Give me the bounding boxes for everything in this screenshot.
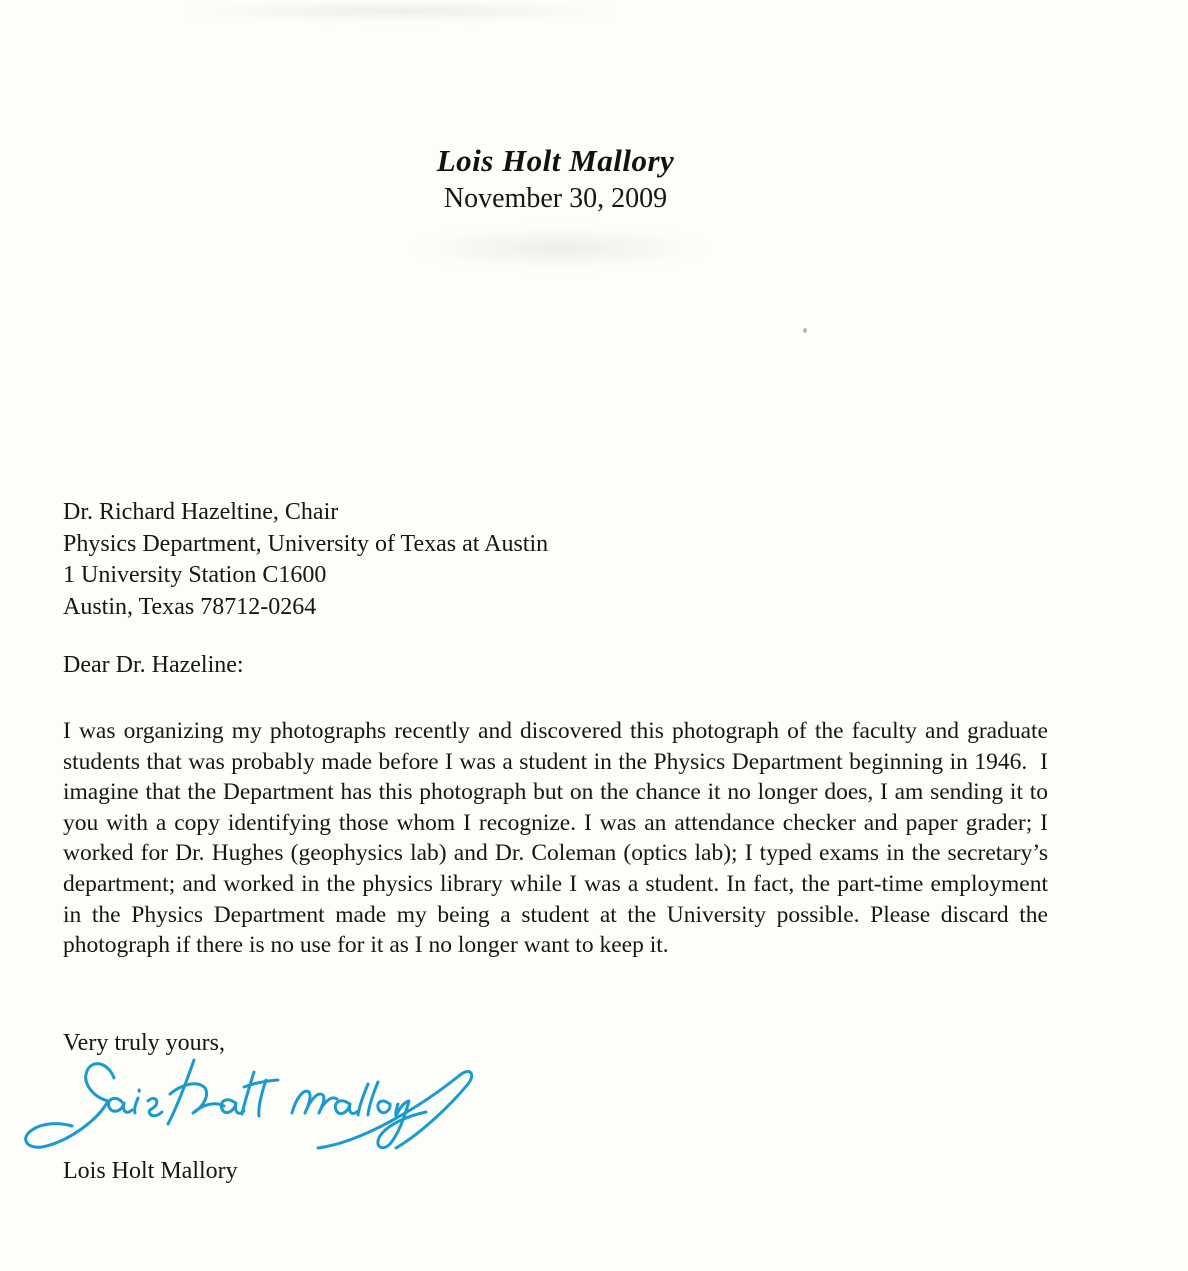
recipient-line-department: Physics Department, University of Texas at Austin [63, 530, 549, 557]
letter-date: November 30, 2009 [443, 183, 668, 214]
letterhead-name: Lois Holt Mallory [436, 143, 675, 178]
scan-smudge [190, 2, 610, 20]
recipient-address-block [63, 497, 548, 623]
closing-line: Very truly yours, [63, 1030, 225, 1056]
typed-signature-name: Lois Holt Mallory [63, 1158, 238, 1184]
recipient-line-name: Dr. Richard Hazeltine, Chair [63, 499, 339, 525]
signature-ink-strokes [18, 1050, 488, 1170]
recipient-line-street: 1 University Station C1600 [63, 562, 327, 588]
recipient-line-city: Austin, Texas 78712-0264 [63, 593, 317, 620]
letter-body: I was organizing my photographs recently and discovered this photograph of the faculty and graduate students that was probably made before I was a student in the Physics Department beginning in 1946. I imagine that the Department has this photograph but on the chance it no longer does, I am sending it to you with a copy identifying those whom I recognize. I was an attendance checker and paper grader; I worked for Dr. Hughes (geophysics lab) and Dr. Coleman (optics lab); I typed exams in the secretary’s department; and worked in the physics library while I was a student. In fact, the part-time employment in the Physics Department made my being a student at the University possible. Please discard the photograph if there is no use for it as I no longer want to keep it. [63, 718, 1054, 959]
scan-speck [803, 328, 807, 333]
letterhead [63, 143, 1048, 215]
scan-smudge [410, 228, 710, 268]
handwritten-signature [18, 1050, 488, 1170]
salutation: Dear Dr. Hazeline: [63, 652, 244, 678]
